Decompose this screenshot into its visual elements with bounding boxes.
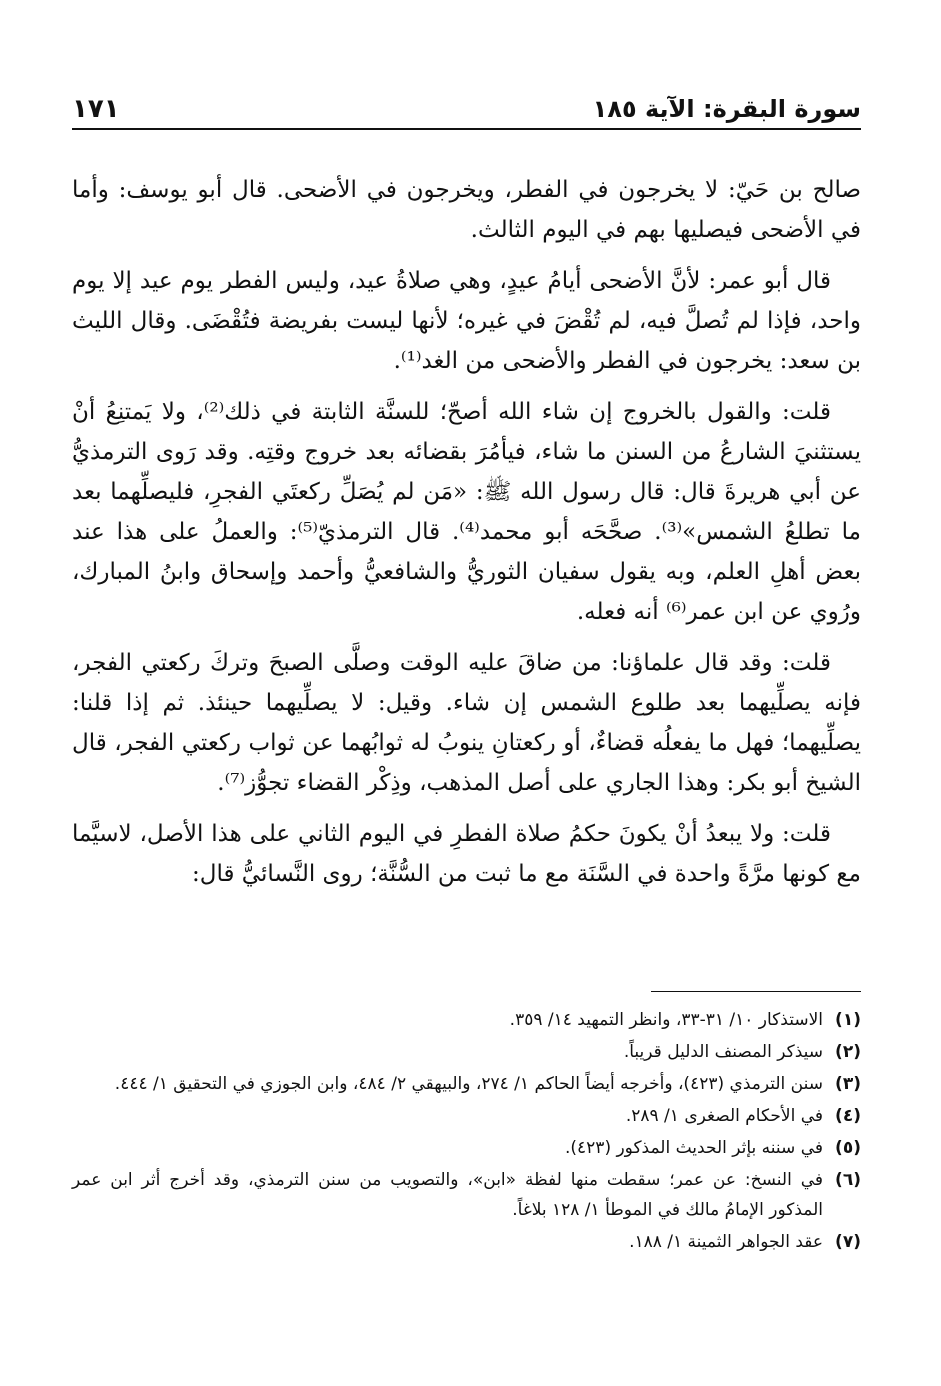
footnote-text: الاستذكار ١٠/ ٣١-٣٣، وانظر التمهيد ١٤/ ٣٥٩.: [509, 1010, 823, 1030]
footnote-separator: [651, 991, 861, 992]
footnote-number: (٧): [835, 1232, 861, 1252]
footnote-number: (٢): [835, 1042, 861, 1062]
header-rule: [72, 128, 861, 130]
paragraph: صالح بن حَيّ: لا يخرجون في الفطر، ويخرجون في الأضحى. قال أبو يوسف: وأما في الأضحى فيصليها بهم في اليوم الثالث.: [72, 177, 861, 243]
paragraph: قال أبو عمر: لأنَّ الأضحى أيامُ عيدٍ، وهي صلاةُ عيد، وليس الفطر يوم عيد إلا يوم واحد، فإذا لم تُصلَّ فيه، لم تُقْضَ في غيره؛ لأنها ليست بفريضة فتُقْضَى. وقال الليث بن سعد: يخرجون في الفطر والأضحى من الغد⁽¹⁾.: [72, 268, 861, 374]
footnote-number: (٥): [835, 1138, 861, 1158]
paragraph: قلت: ولا يبعدُ أنْ يكونَ حكمُ صلاة الفطرِ في اليوم الثاني على هذا الأصل، لاسيَّما مع كونها مرَّةً واحدة في السَّنَة مع ما ثبت من السُّنَّة؛ روى النَّسائيُّ قال:: [72, 821, 861, 887]
paragraph: قلت: وقد قال علماؤنا: من ضاقَ عليه الوقت وصلَّى الصبحَ وتركَ ركعتي الفجر، فإنه يصلِّيهما بعد طلوع الشمس إن شاء. وقيل: لا يصلِّيهما حينئذ. ثم إذا قلنا: يصلِّيهما؛ فهل ما يفعلُه قضاءٌ، أو ركعتانِ ينوبُ له ثوابُهما عن ثواب ركعتي الفجر، قال الشيخ أبو بكر: وهذا الجاري على أصل المذهب، وذِكْر القضاء تجوُّز⁽⁷⁾.: [72, 650, 861, 796]
footnote-text: عقد الجواهر الثمينة ١/ ١٨٨.: [629, 1232, 823, 1252]
page-header: [72, 84, 861, 124]
footnote: [72, 1165, 861, 1225]
footnote-number: (٣): [835, 1074, 861, 1094]
footnote: [72, 1037, 861, 1067]
footnote-text: سنن الترمذي (٤٢٣)، وأخرجه أيضاً الحاكم ١/ ٢٧٤، والبيهقي ٢/ ٤٨٤، وابن الجوزي في التحقيق ١/ ٤٤٤.: [114, 1074, 823, 1094]
footnote-text: في سننه بإثر الحديث المذكور (٤٢٣).: [564, 1138, 823, 1158]
footnote: [72, 1101, 861, 1131]
footnote-text: في الأحكام الصغرى ١/ ٢٨٩.: [625, 1106, 823, 1126]
footnote-text: في النسخ: عن عمر؛ سقطت منها لفظة «ابن»، والتصويب من سنن الترمذي، وقد أخرج أثر ابن عمر المذكور الإمامُ مالك في الموطأ ١/ ١٢٨ بلاغاً.: [72, 1170, 823, 1220]
footnote-number: (٦): [835, 1170, 861, 1190]
paragraph: قلت: والقول بالخروج إن شاء الله أصحّ؛ للسنَّة الثابتة في ذلك⁽²⁾، ولا يَمتنِعُ أنْ يستثنيَ الشارعُ من السنن ما شاء، فيأمُرَ بقضائه بعد خروج وقتِه. وقد رَوى الترمذيُّ عن أبي هريرةَ قال: قال رسول الله ﷺ: «مَن لم يُصَلِّ ركعتَي الفجرِ، فليصلِّهما بعد ما تطلعُ الشمس»⁽³⁾. صحَّحَه أبو محمد⁽⁴⁾. قال الترمذيّ⁽⁵⁾: والعملُ على هذا عند بعض أهلِ العلم، وبه يقول سفيان الثوريُّ والشافعيُّ وأحمد وإسحاق وابنُ المبارك، ورُوي عن ابن عمر⁽⁶⁾ أنه فعله.: [72, 399, 861, 625]
footnote: [72, 1005, 861, 1035]
footnote-number: (٤): [835, 1106, 861, 1126]
footnote-number: (١): [835, 1010, 861, 1030]
running-head: سورة البقرة: الآية ١٨٥: [592, 95, 861, 123]
footnote: [72, 1133, 861, 1163]
main-text: [72, 170, 861, 905]
footnotes: [72, 1005, 861, 1259]
footnote-text: سيذكر المصنف الدليل قريباً.: [623, 1042, 823, 1062]
footnote: [72, 1227, 861, 1257]
footnote: [72, 1069, 861, 1099]
page-number: ١٧١: [72, 94, 120, 124]
